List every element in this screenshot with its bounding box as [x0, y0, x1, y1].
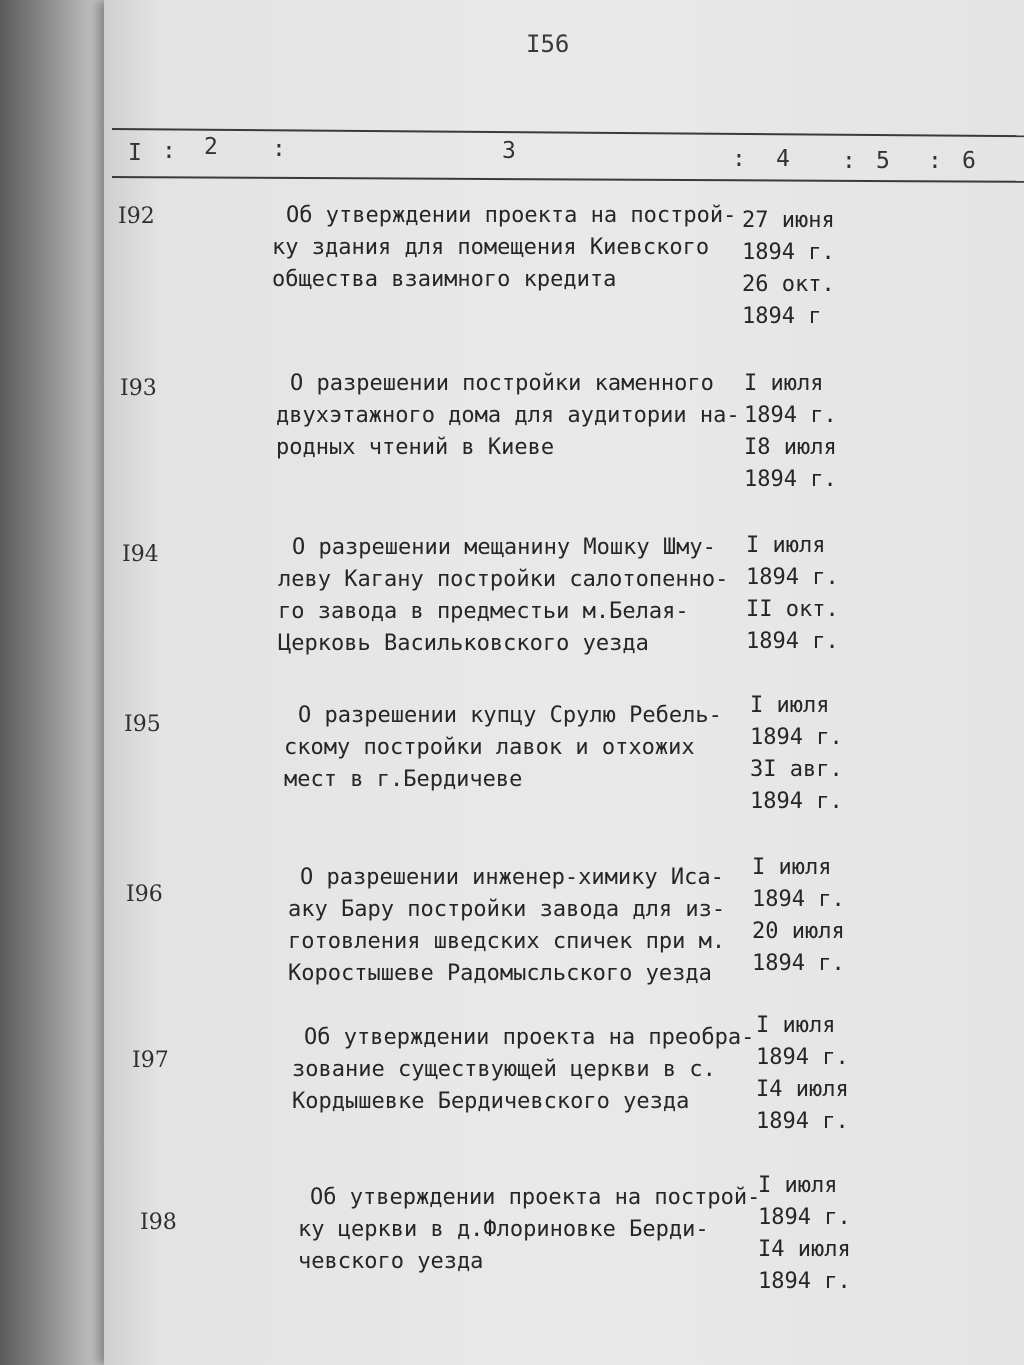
entry-date-line: 1894 г.: [744, 403, 837, 428]
entry-title-line: Коростышеве Радомысльского уезда: [288, 961, 712, 986]
col-header-1: I: [128, 140, 142, 166]
entry-number: I98: [140, 1210, 177, 1235]
entry-title-line: О разрешении купцу Срулю Ребель-: [298, 703, 722, 728]
entry-dates: [744, 368, 837, 496]
entry-date-line: 1894 г.: [742, 240, 835, 265]
col-header-5: 5: [876, 148, 890, 174]
entry-dates: [756, 1010, 849, 1138]
col-header-2: 2: [204, 134, 218, 160]
entry-title: [292, 1022, 755, 1118]
entry-title-line: мест в г.Бердичеве: [284, 767, 523, 792]
entry-title-line: О разрешении постройки каменного: [290, 371, 714, 396]
entry-date-line: II окт.: [746, 597, 839, 622]
entry-date-line: I июля: [744, 371, 824, 396]
col-header-sep: :: [272, 136, 286, 162]
entry-title: [284, 700, 722, 796]
col-header-sep: :: [842, 148, 856, 174]
entry-dates: [750, 690, 843, 818]
entry-title-line: двухэтажного дома для аудитории на-: [276, 403, 740, 428]
col-header-4: 4: [776, 146, 790, 172]
entry-date-line: I июля: [752, 855, 832, 880]
entry-date-line: 1894 г.: [752, 887, 845, 912]
entry-title-line: Об утверждении проекта на преобра-: [304, 1025, 755, 1050]
entry-dates: [752, 852, 845, 980]
entry-date-line: 1894 г.: [744, 467, 837, 492]
entry-title-line: чевского уезда: [298, 1249, 484, 1274]
entry-date-line: 1894 г.: [752, 951, 845, 976]
col-header-3: 3: [502, 138, 516, 164]
entry-title-line: готовления шведских спичек при м.: [288, 929, 726, 954]
entry-date-line: 1894 г.: [750, 725, 843, 750]
entry-title-line: Об утверждении проекта на построй-: [310, 1185, 761, 1210]
col-header-sep: :: [732, 146, 746, 172]
entry-date-line: I4 июля: [758, 1237, 851, 1262]
entry-title: [288, 862, 726, 990]
entry-date-line: 26 окт.: [742, 272, 835, 297]
entry-title-line: ку церкви в д.Флориновке Берди-: [298, 1217, 709, 1242]
entry-dates: [742, 205, 835, 333]
entry-date-line: 1894 г.: [750, 789, 843, 814]
entry-number: I94: [122, 542, 159, 567]
entry-title-line: зование существующей церкви в с.: [292, 1057, 716, 1082]
entry-title-line: О разрешении мещанину Мошку Шму-: [292, 535, 716, 560]
entry-title: [272, 200, 737, 296]
entry-date-line: 27 июня: [742, 208, 835, 233]
entry-number: I93: [120, 376, 157, 401]
entry-title-line: Церковь Васильковского уезда: [278, 631, 649, 656]
entry-date-line: 1894 г.: [746, 565, 839, 590]
entry-title-line: леву Кагану постройки салотопенно-: [278, 567, 729, 592]
entry-title-line: родных чтений в Киеве: [276, 435, 555, 460]
entry-date-line: I8 июля: [744, 435, 837, 460]
entry-date-line: 1894 г.: [746, 629, 839, 654]
entry-title-line: общества взаимного кредита: [272, 267, 617, 292]
entry-number: I92: [118, 204, 155, 229]
col-header-sep: :: [162, 138, 176, 164]
entry-number: I95: [124, 712, 161, 737]
entry-title: [278, 532, 729, 660]
entry-dates: [758, 1170, 851, 1298]
entry-date-line: I июля: [758, 1173, 838, 1198]
entry-number: I96: [126, 882, 163, 907]
entry-date-line: I4 июля: [756, 1077, 849, 1102]
entry-title: [298, 1182, 761, 1278]
entry-date-line: 1894 г.: [758, 1269, 851, 1294]
entry-date-line: 20 июля: [752, 919, 845, 944]
entry-date-line: I июля: [756, 1013, 836, 1038]
entry-title: [276, 368, 740, 464]
book-binding: [0, 0, 112, 1365]
entry-date-line: 1894 г: [742, 304, 822, 329]
page-number: I56: [526, 30, 570, 58]
col-header-sep: :: [928, 148, 942, 174]
entry-title-line: О разрешении инженер-химику Иса-: [300, 865, 724, 890]
entry-title-line: аку Бару постройки завода для из-: [288, 897, 726, 922]
entry-number: I97: [132, 1048, 169, 1073]
entry-date-line: 1894 г.: [758, 1205, 851, 1230]
entry-title-line: го завода в предместьи м.Белая-: [278, 599, 689, 624]
entry-date-line: 3I авг.: [750, 757, 843, 782]
entry-date-line: 1894 г.: [756, 1045, 849, 1070]
entry-date-line: I июля: [746, 533, 826, 558]
entry-dates: [746, 530, 839, 658]
entry-title-line: скому постройки лавок и отхожих: [284, 735, 695, 760]
entry-date-line: I июля: [750, 693, 830, 718]
entry-title-line: ку здания для помещения Киевского: [272, 235, 710, 260]
entry-title-line: Об утверждении проекта на построй-: [286, 203, 737, 228]
entry-title-line: Кордышевке Бердичевского уезда: [292, 1089, 690, 1114]
col-header-6: 6: [962, 148, 976, 174]
entry-date-line: 1894 г.: [756, 1109, 849, 1134]
